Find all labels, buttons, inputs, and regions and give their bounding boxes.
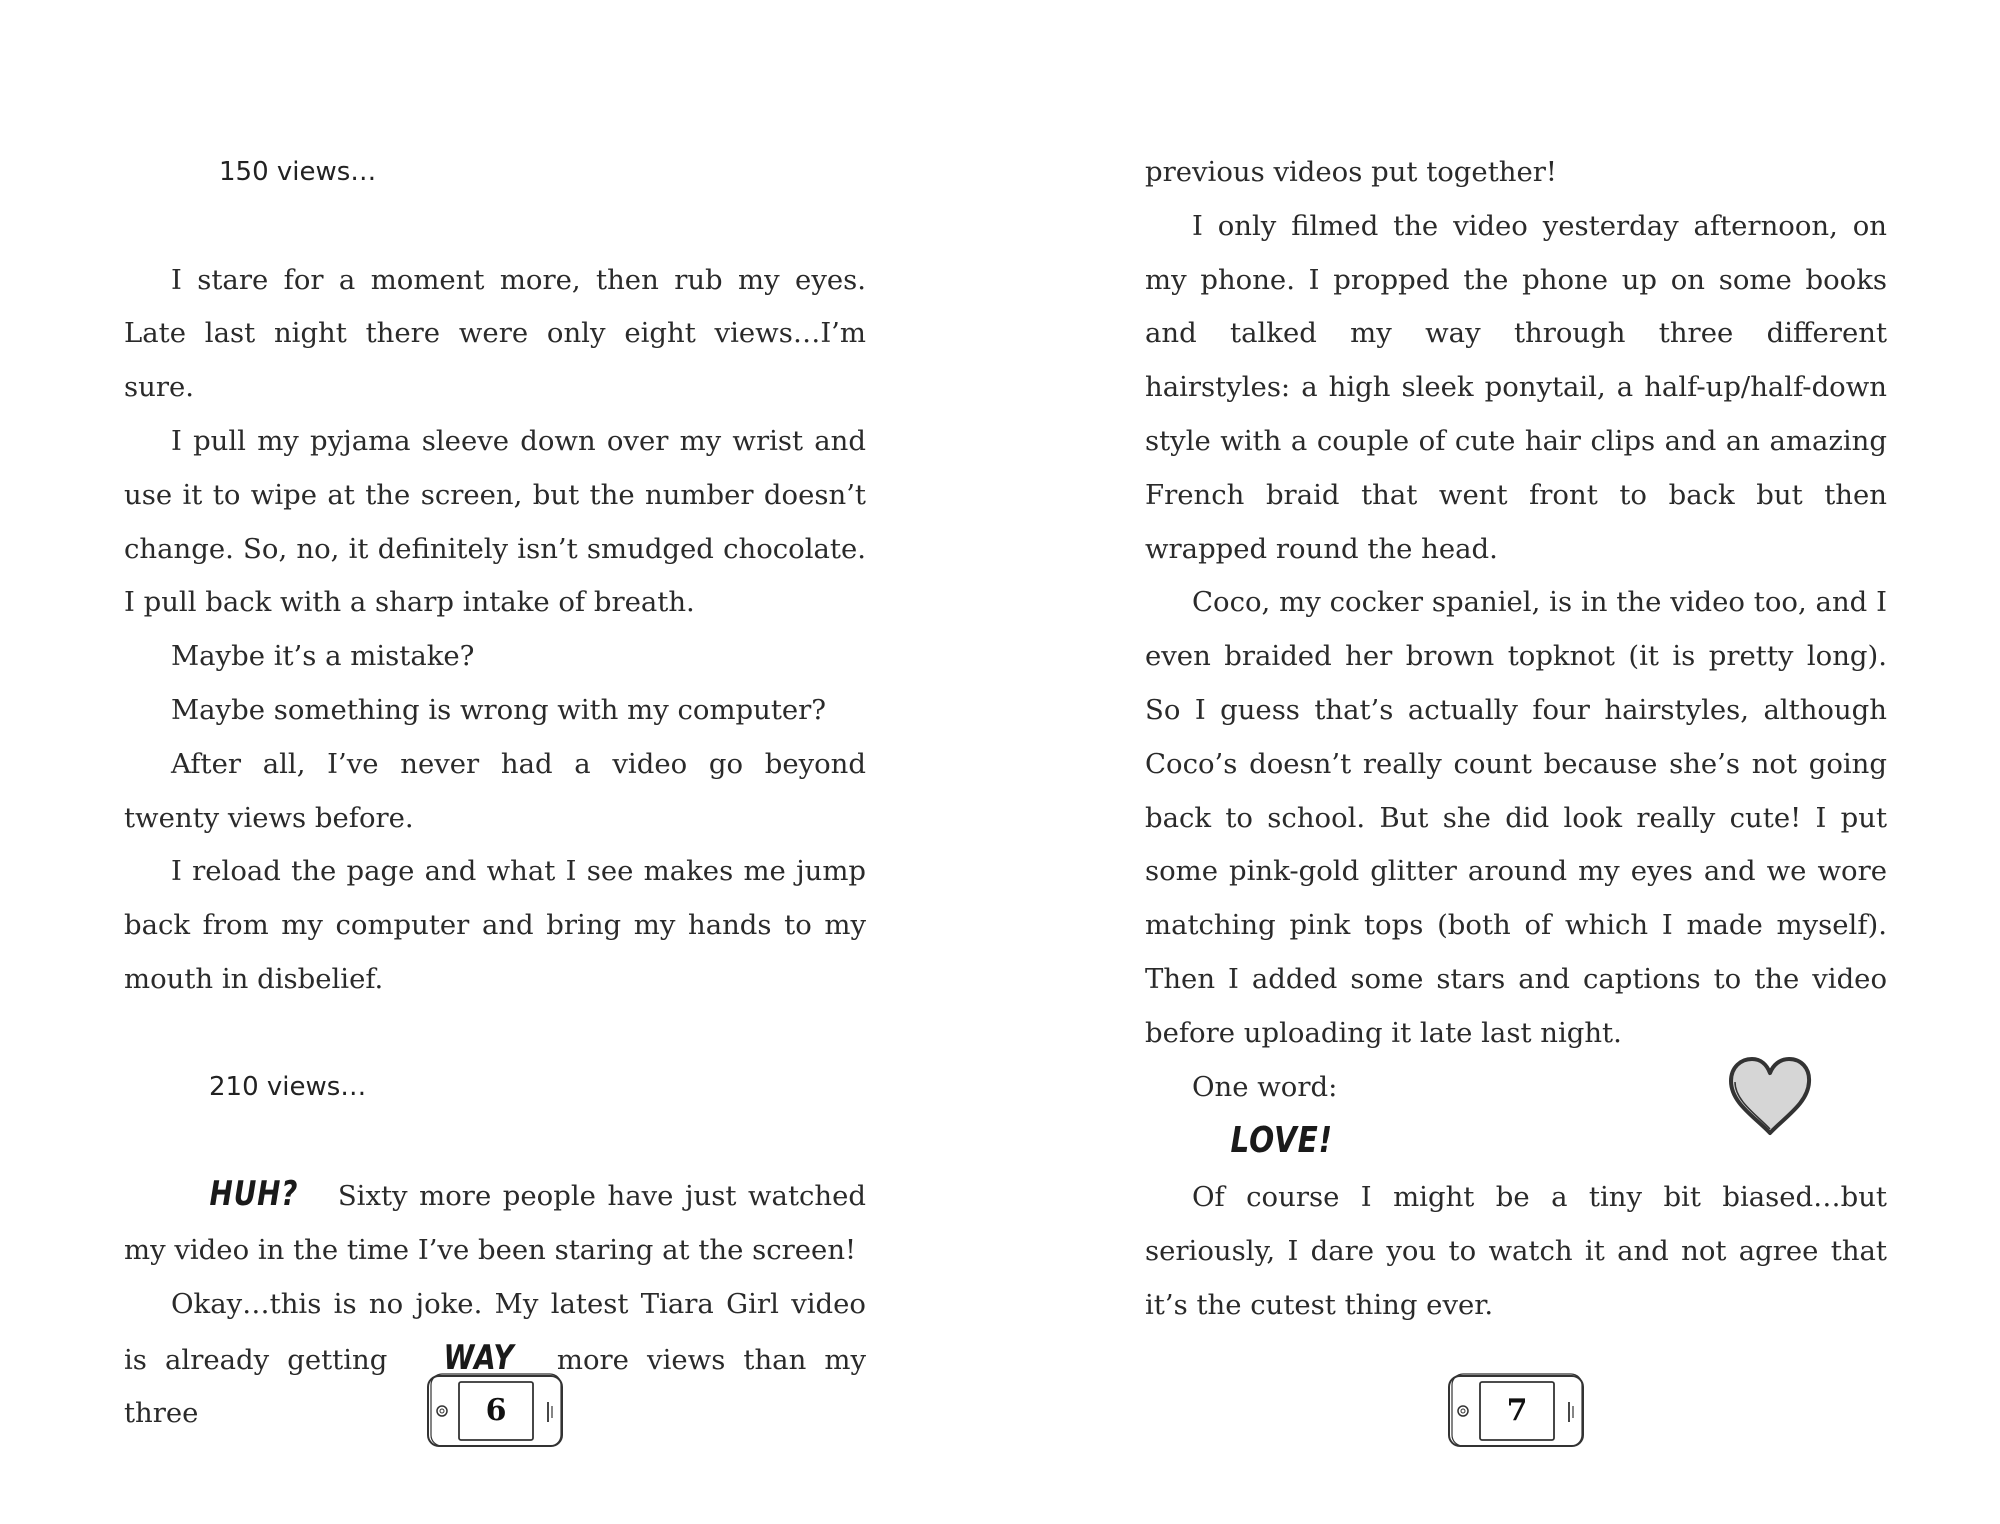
paragraph-text: Okay…this is no joke. My latest Tiara Girl video is already getting — [124, 1287, 866, 1376]
heart-icon — [1725, 1055, 1815, 1139]
hand-lettered-word-love: LOVE! — [1230, 1120, 1333, 1162]
paragraph: I only filmed the video yesterday afternoon, on my phone. I propped the phone up on some books and talked my way through three different hairstyles: a high sleek ponytail, a half-up/half-down style with a couple of cute hair clips and an amazing French braid that went front to back but then wrapped round the head. — [1145, 209, 1887, 565]
paragraph: I pull my pyjama sleeve down over my wrist and use it to wipe at the screen, but the number doesn’t change. So, no, it definitely isn’t smudged chocolate. I pull back with a sharp intake of breath. — [124, 424, 866, 619]
blank-line — [124, 200, 866, 254]
paragraph: I stare for a moment more, then rub my eyes. Late last night there were only eight views…I’m sure. — [124, 263, 866, 404]
view-count-150: 150 views… — [219, 157, 377, 187]
paragraph: Coco, my cocker spaniel, is in the video too, and I even braided her brown topknot (it is pretty long). So I guess that’s actually four hairstyles, although Coco’s doesn’t really count because she’s not going back to school. But she did look really cute! I put some pink-gold glitter around my eyes and we wore matching pink tops (both of which I made myself). Then I added some stars and captions to the video before uploading it late last night. — [1145, 586, 1887, 1049]
right-page-text — [1145, 146, 1887, 1333]
page-number-phone — [1446, 1372, 1586, 1450]
paragraph: After all, I’ve never had a video go beyond twenty views before. — [124, 747, 866, 834]
page-number-phone — [425, 1372, 565, 1450]
paragraph-text: Sixty more people have just watched my video in the time I’ve been staring at the screen! — [124, 1180, 866, 1266]
paragraph-text: more views than my three — [124, 1343, 866, 1430]
paragraph: Maybe something is wrong with my computer? — [171, 693, 827, 726]
paragraph: I reload the page and what I see makes me jump back from my computer and bring my hands to my mouth in disbelief. — [124, 855, 866, 995]
blank-line — [124, 1114, 866, 1168]
paragraph: Of course I might be a tiny bit biased…but seriously, I dare you to watch it and not agree that it’s the cutest thing ever. — [1145, 1181, 1887, 1321]
page-number: 7 — [1506, 1393, 1528, 1428]
right-page — [1000, 0, 2000, 1524]
hand-lettered-word-way: WAY — [444, 1337, 515, 1378]
paragraph: One word: — [1192, 1070, 1338, 1103]
hand-lettered-word-huh: HUH? — [209, 1174, 299, 1215]
paragraph: Maybe it’s a mistake? — [171, 640, 475, 673]
paragraph: previous videos put together! — [1145, 156, 1557, 188]
left-page-text — [124, 146, 866, 1441]
paragraph — [124, 1168, 866, 1278]
page-number: 6 — [485, 1393, 507, 1428]
view-count-210: 210 views… — [209, 1071, 367, 1102]
blank-line — [124, 1007, 866, 1061]
